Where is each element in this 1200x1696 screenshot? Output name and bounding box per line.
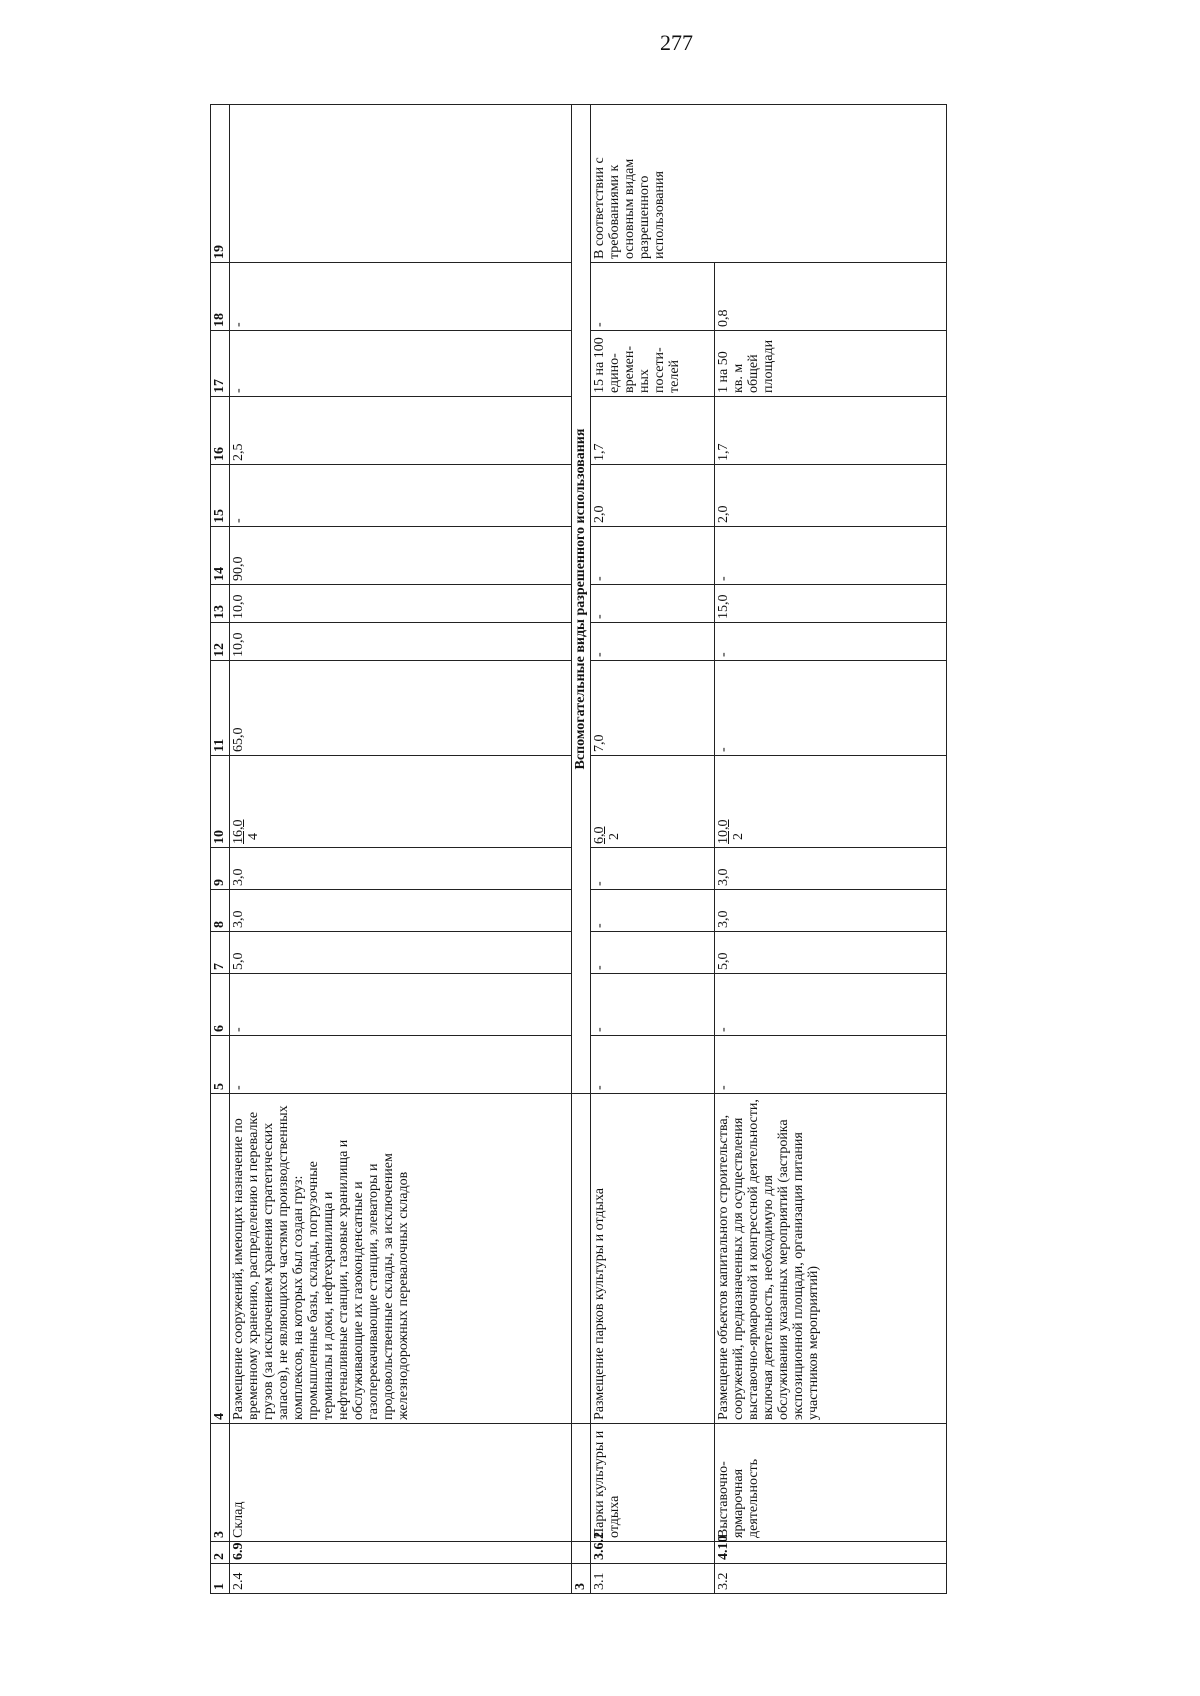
cell-col10 <box>591 756 715 848</box>
fraction-numerator: 6,0 <box>592 826 607 844</box>
row-name: Выставочно-ярмарочная деятельность <box>715 1424 947 1542</box>
header-cell: 7 <box>211 932 230 974</box>
header-cell: 14 <box>211 527 230 585</box>
cell-col14: - <box>715 527 947 585</box>
cell-col16: 1,7 <box>715 397 947 465</box>
header-cell: 18 <box>211 263 230 331</box>
cell-col17: 15 на 100 едино-времен-ных посети-телей <box>591 331 715 397</box>
header-cell: 13 <box>211 585 230 623</box>
section-spacer <box>572 1542 591 1564</box>
cell-col5: - <box>591 1036 715 1094</box>
cell-col15: - <box>230 465 572 527</box>
header-cell: 15 <box>211 465 230 527</box>
cell-col18: - <box>230 263 572 331</box>
header-cell: 1 <box>211 1564 230 1594</box>
fraction-denominator: 2 <box>607 833 622 840</box>
cell-col10 <box>715 756 947 848</box>
row-number: 3.2 <box>715 1564 947 1594</box>
header-cell: 6 <box>211 974 230 1036</box>
cell-col14: - <box>591 527 715 585</box>
header-cell: 10 <box>211 756 230 848</box>
fraction-numerator: 16,0 <box>231 819 246 844</box>
cell-col9: 3,0 <box>715 848 947 890</box>
header-row <box>211 105 230 1594</box>
fraction-denominator: 4 <box>246 833 261 840</box>
cell-col13: 10,0 <box>230 585 572 623</box>
table-row <box>591 105 715 1594</box>
row-number: 3.1 <box>591 1564 715 1594</box>
cell-col8: 3,0 <box>715 890 947 932</box>
cell-col12: 10,0 <box>230 623 572 661</box>
cell-col5: - <box>230 1036 572 1094</box>
cell-col9: 3,0 <box>230 848 572 890</box>
cell-col7: 5,0 <box>230 932 572 974</box>
cell-col5: - <box>715 1036 947 1094</box>
row-name: Парки культуры и отдыха <box>591 1424 715 1542</box>
cell-col13: - <box>591 585 715 623</box>
row-description: Размещение парков культуры и отдыха <box>591 1094 715 1424</box>
header-cell: 5 <box>211 1036 230 1094</box>
rotated-table-container <box>210 104 965 1594</box>
cell-col16: 1,7 <box>591 397 715 465</box>
header-cell: 17 <box>211 331 230 397</box>
section-row <box>572 105 591 1594</box>
cell-col8: - <box>591 890 715 932</box>
cell-col9: - <box>591 848 715 890</box>
cell-col11: - <box>715 661 947 756</box>
section-spacer <box>572 1094 591 1424</box>
cell-col19 <box>230 105 572 263</box>
header-cell: 19 <box>211 105 230 263</box>
cell-col11: 7,0 <box>591 661 715 756</box>
header-cell: 3 <box>211 1424 230 1542</box>
cell-col11: 65,0 <box>230 661 572 756</box>
section-title: Вспомогательные виды разрешенного использования <box>572 105 591 1094</box>
header-cell: 4 <box>211 1094 230 1424</box>
cell-col8: 3,0 <box>230 890 572 932</box>
cell-col18: - <box>591 263 715 331</box>
cell-col6: - <box>715 974 947 1036</box>
cell-col16: 2,5 <box>230 397 572 465</box>
cell-col15: 2,0 <box>591 465 715 527</box>
cell-col19: В соответствии с требованиями к основным видам разрешенного использования <box>591 105 947 263</box>
cell-col14: 90,0 <box>230 527 572 585</box>
cell-col18: 0,8 <box>715 263 947 331</box>
row-code: 6.9 <box>230 1542 572 1564</box>
fraction-numerator: 10,0 <box>716 819 731 844</box>
row-description: Размещение сооружений, имеющих назначение по временному хранению, распределению и перевалке грузов (за исключением хранения стратегических запасов), не являющихся частями производственных комплексов, на которых был создан груз: промышленные базы, склады, погрузочные терминалы и доки, нефтехранилища и нефтеналивные станции, газовые хранилища и обслуживающие их газоконденсатные и газоперекачивающие станции, элеваторы и продовольственные склады, за исключением железнодорожных перевалочных складов <box>230 1094 572 1424</box>
fraction-denominator: 2 <box>731 833 746 840</box>
row-name: Склад <box>230 1424 572 1542</box>
cell-col10 <box>230 756 572 848</box>
cell-col12: - <box>715 623 947 661</box>
cell-col15: 2,0 <box>715 465 947 527</box>
header-cell: 12 <box>211 623 230 661</box>
header-cell: 9 <box>211 848 230 890</box>
cell-col17: 1 на 50 кв. м общей площади <box>715 331 947 397</box>
header-cell: 11 <box>211 661 230 756</box>
cell-col13: 15,0 <box>715 585 947 623</box>
table-row <box>715 105 947 1594</box>
section-number: 3 <box>572 1564 591 1594</box>
row-description: Размещение объектов капитального строительства, сооружений, предназначенных для осуществления выставочно-ярмарочной и конгрессной деятельности, включая деятельность, необходимую для обслуживания указанных мероприятий (застройка экспозиционной площади, организация питания участников мероприятий) <box>715 1094 947 1424</box>
row-number: 2.4 <box>230 1564 572 1594</box>
page-number: 277 <box>660 30 693 55</box>
cell-col12: - <box>591 623 715 661</box>
row-code: 4.10 <box>715 1542 947 1564</box>
header-cell: 2 <box>211 1542 230 1564</box>
header-cell: 16 <box>211 397 230 465</box>
cell-col6: - <box>591 974 715 1036</box>
land-use-table <box>210 104 947 1594</box>
cell-col6: - <box>230 974 572 1036</box>
row-code: 3.6.2 <box>591 1542 715 1564</box>
cell-col7: - <box>591 932 715 974</box>
cell-col17: - <box>230 331 572 397</box>
cell-col7: 5,0 <box>715 932 947 974</box>
table-row <box>230 105 572 1594</box>
header-cell: 8 <box>211 890 230 932</box>
section-spacer <box>572 1424 591 1542</box>
